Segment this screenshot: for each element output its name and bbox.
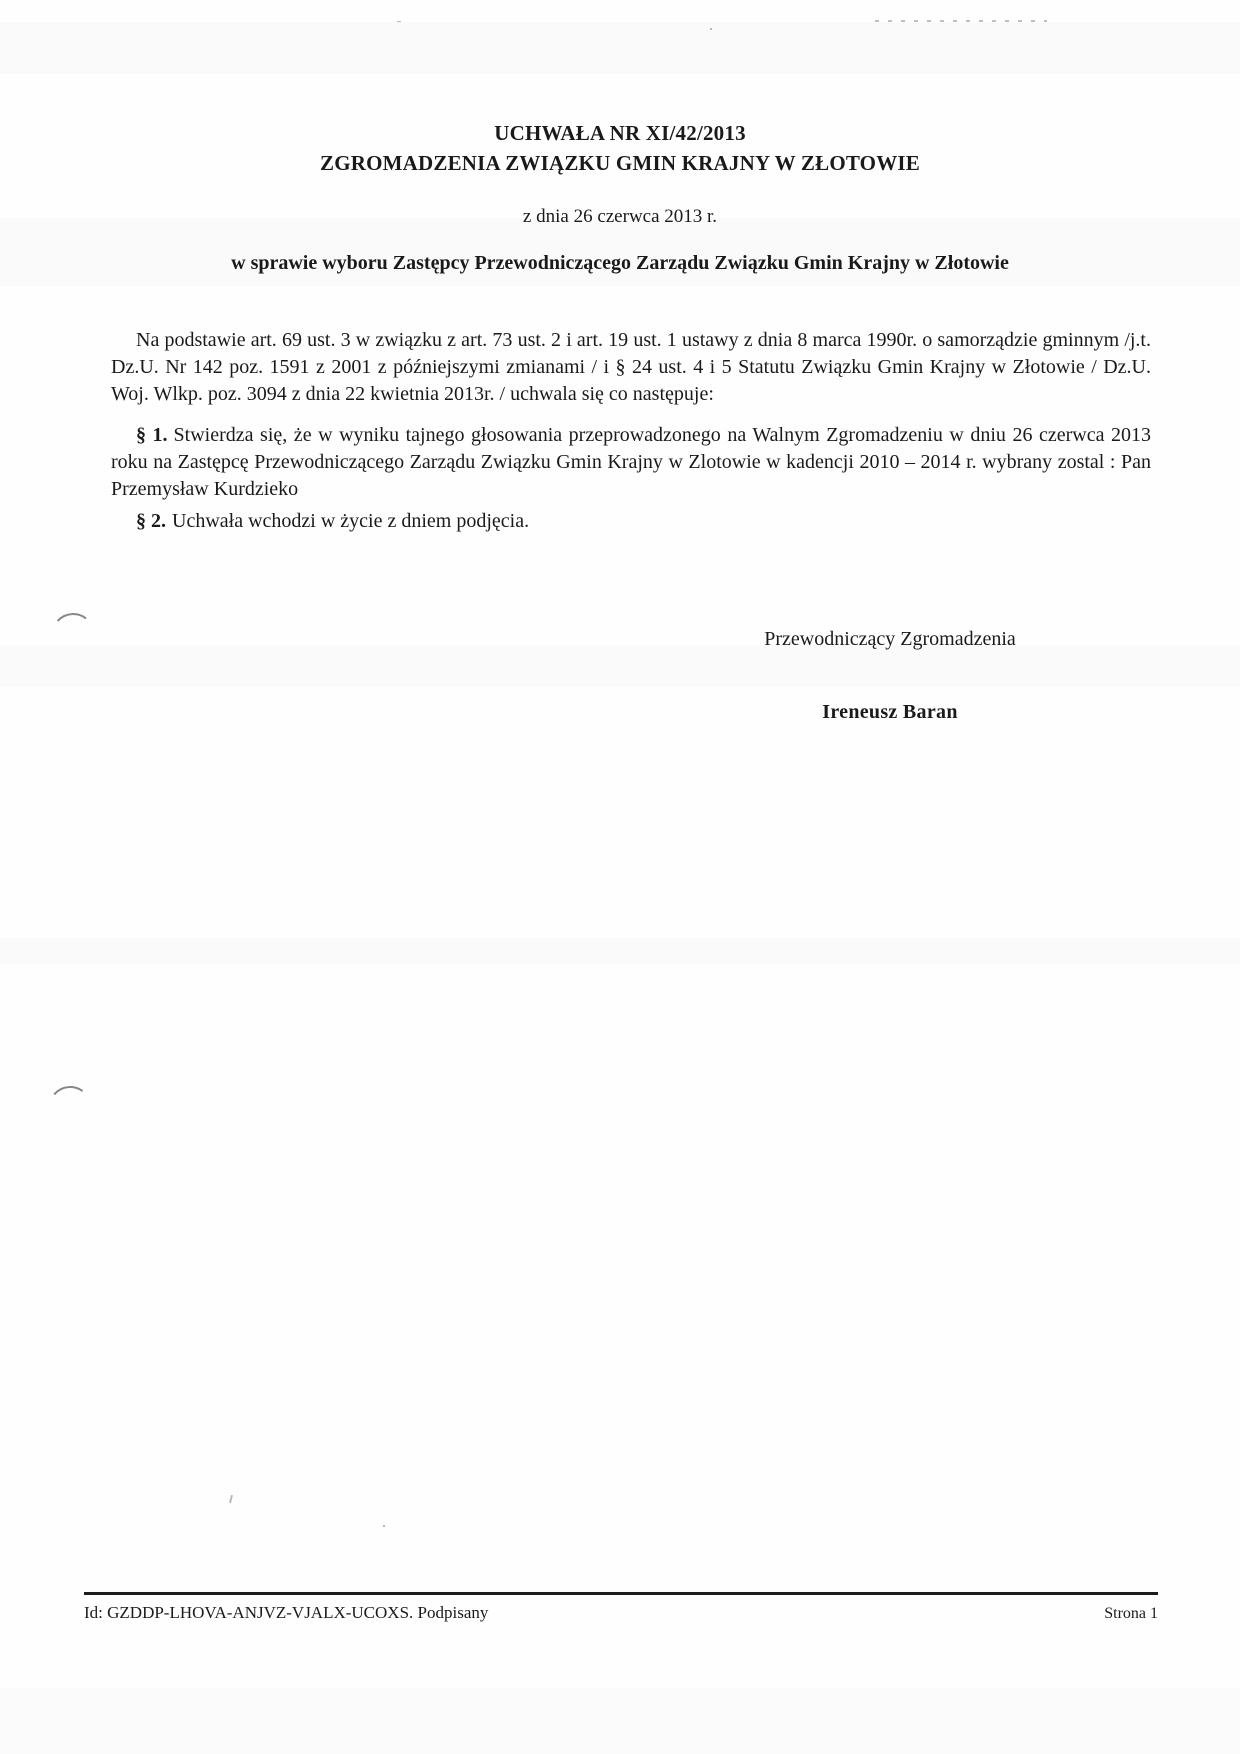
resolution-subject: w sprawie wyboru Zastępcy Przewodniczącego Zarządu Związku Gmin Krajny w Złotowie bbox=[231, 252, 1009, 274]
scan-arc-artifact bbox=[47, 1084, 94, 1129]
paragraph-2 bbox=[111, 508, 1151, 535]
legal-basis-text: Na podstawie art. 69 ust. 3 w związku z art. 73 ust. 2 i art. 19 ust. 1 ustawy z dnia 8 marca 1990r. o samorządzie gminnym /j.t. Dz.U. Nr 142 poz. 1591 z 2001 z późniejszymi zmianami / i § 24 ust. 4 i 5 Statutu Związku Gmin Krajny w Złotowie / Dz.U. Woj. Wlkp. poz. 3094 z dnia 22 kwietnia 2013r. / uchwala się co następuje: bbox=[111, 329, 1151, 405]
signature-name: Ireneusz Baran bbox=[822, 701, 958, 723]
paragraph-1 bbox=[111, 422, 1151, 503]
scan-shading-band bbox=[0, 645, 1240, 687]
paragraph-1-text: Stwierdza się, że w wyniku tajnego głosowania przeprowadzonego na Walnym Zgromadzeniu w dniu 26 czerwca 2013 roku na Zastępcę Przewodniczącego Zarządu Związku Gmin Krajny w Zlotowie w kadencji 2010 – 2014 r. wybrany zostal : Pan Przemysław Kurdzieko bbox=[111, 424, 1152, 500]
paragraph-1-label: § 1. bbox=[136, 424, 168, 446]
legal-basis-paragraph bbox=[111, 327, 1151, 408]
signature-role: Przewodniczący Zgromadzenia bbox=[764, 628, 1016, 650]
resolution-body bbox=[111, 327, 1151, 535]
scan-arc-artifact bbox=[50, 611, 95, 655]
footer bbox=[84, 1603, 1158, 1623]
footer-document-id: Id: GZDDP-LHOVA-ANJVZ-VJALX-UCOXS. Podpisany bbox=[84, 1603, 489, 1622]
scan-speck bbox=[229, 1495, 233, 1503]
resolution-issuer: ZGROMADZENIA ZWIĄZKU GMIN KRAJNY W ZŁOTOWIE bbox=[320, 151, 920, 175]
paragraph-2-text: Uchwała wchodzi w życie z dniem podjęcia. bbox=[172, 510, 530, 532]
scan-speck-row bbox=[875, 20, 1047, 22]
scan-speck bbox=[397, 21, 401, 22]
scan-shading-band bbox=[0, 1688, 1240, 1754]
scan-shading-band bbox=[0, 938, 1240, 964]
scan-speck bbox=[710, 28, 712, 30]
resolution-number: UCHWAŁA NR XI/42/2013 bbox=[494, 121, 746, 145]
footer-rule bbox=[84, 1592, 1158, 1595]
resolution-date: z dnia 26 czerwca 2013 r. bbox=[522, 206, 718, 227]
scan-shading-band bbox=[0, 22, 1240, 74]
resolution-title bbox=[0, 118, 1240, 178]
paragraph-2-label: § 2. bbox=[136, 510, 166, 532]
scan-speck bbox=[383, 1525, 385, 1527]
footer-page-number: Strona 1 bbox=[1104, 1605, 1158, 1622]
